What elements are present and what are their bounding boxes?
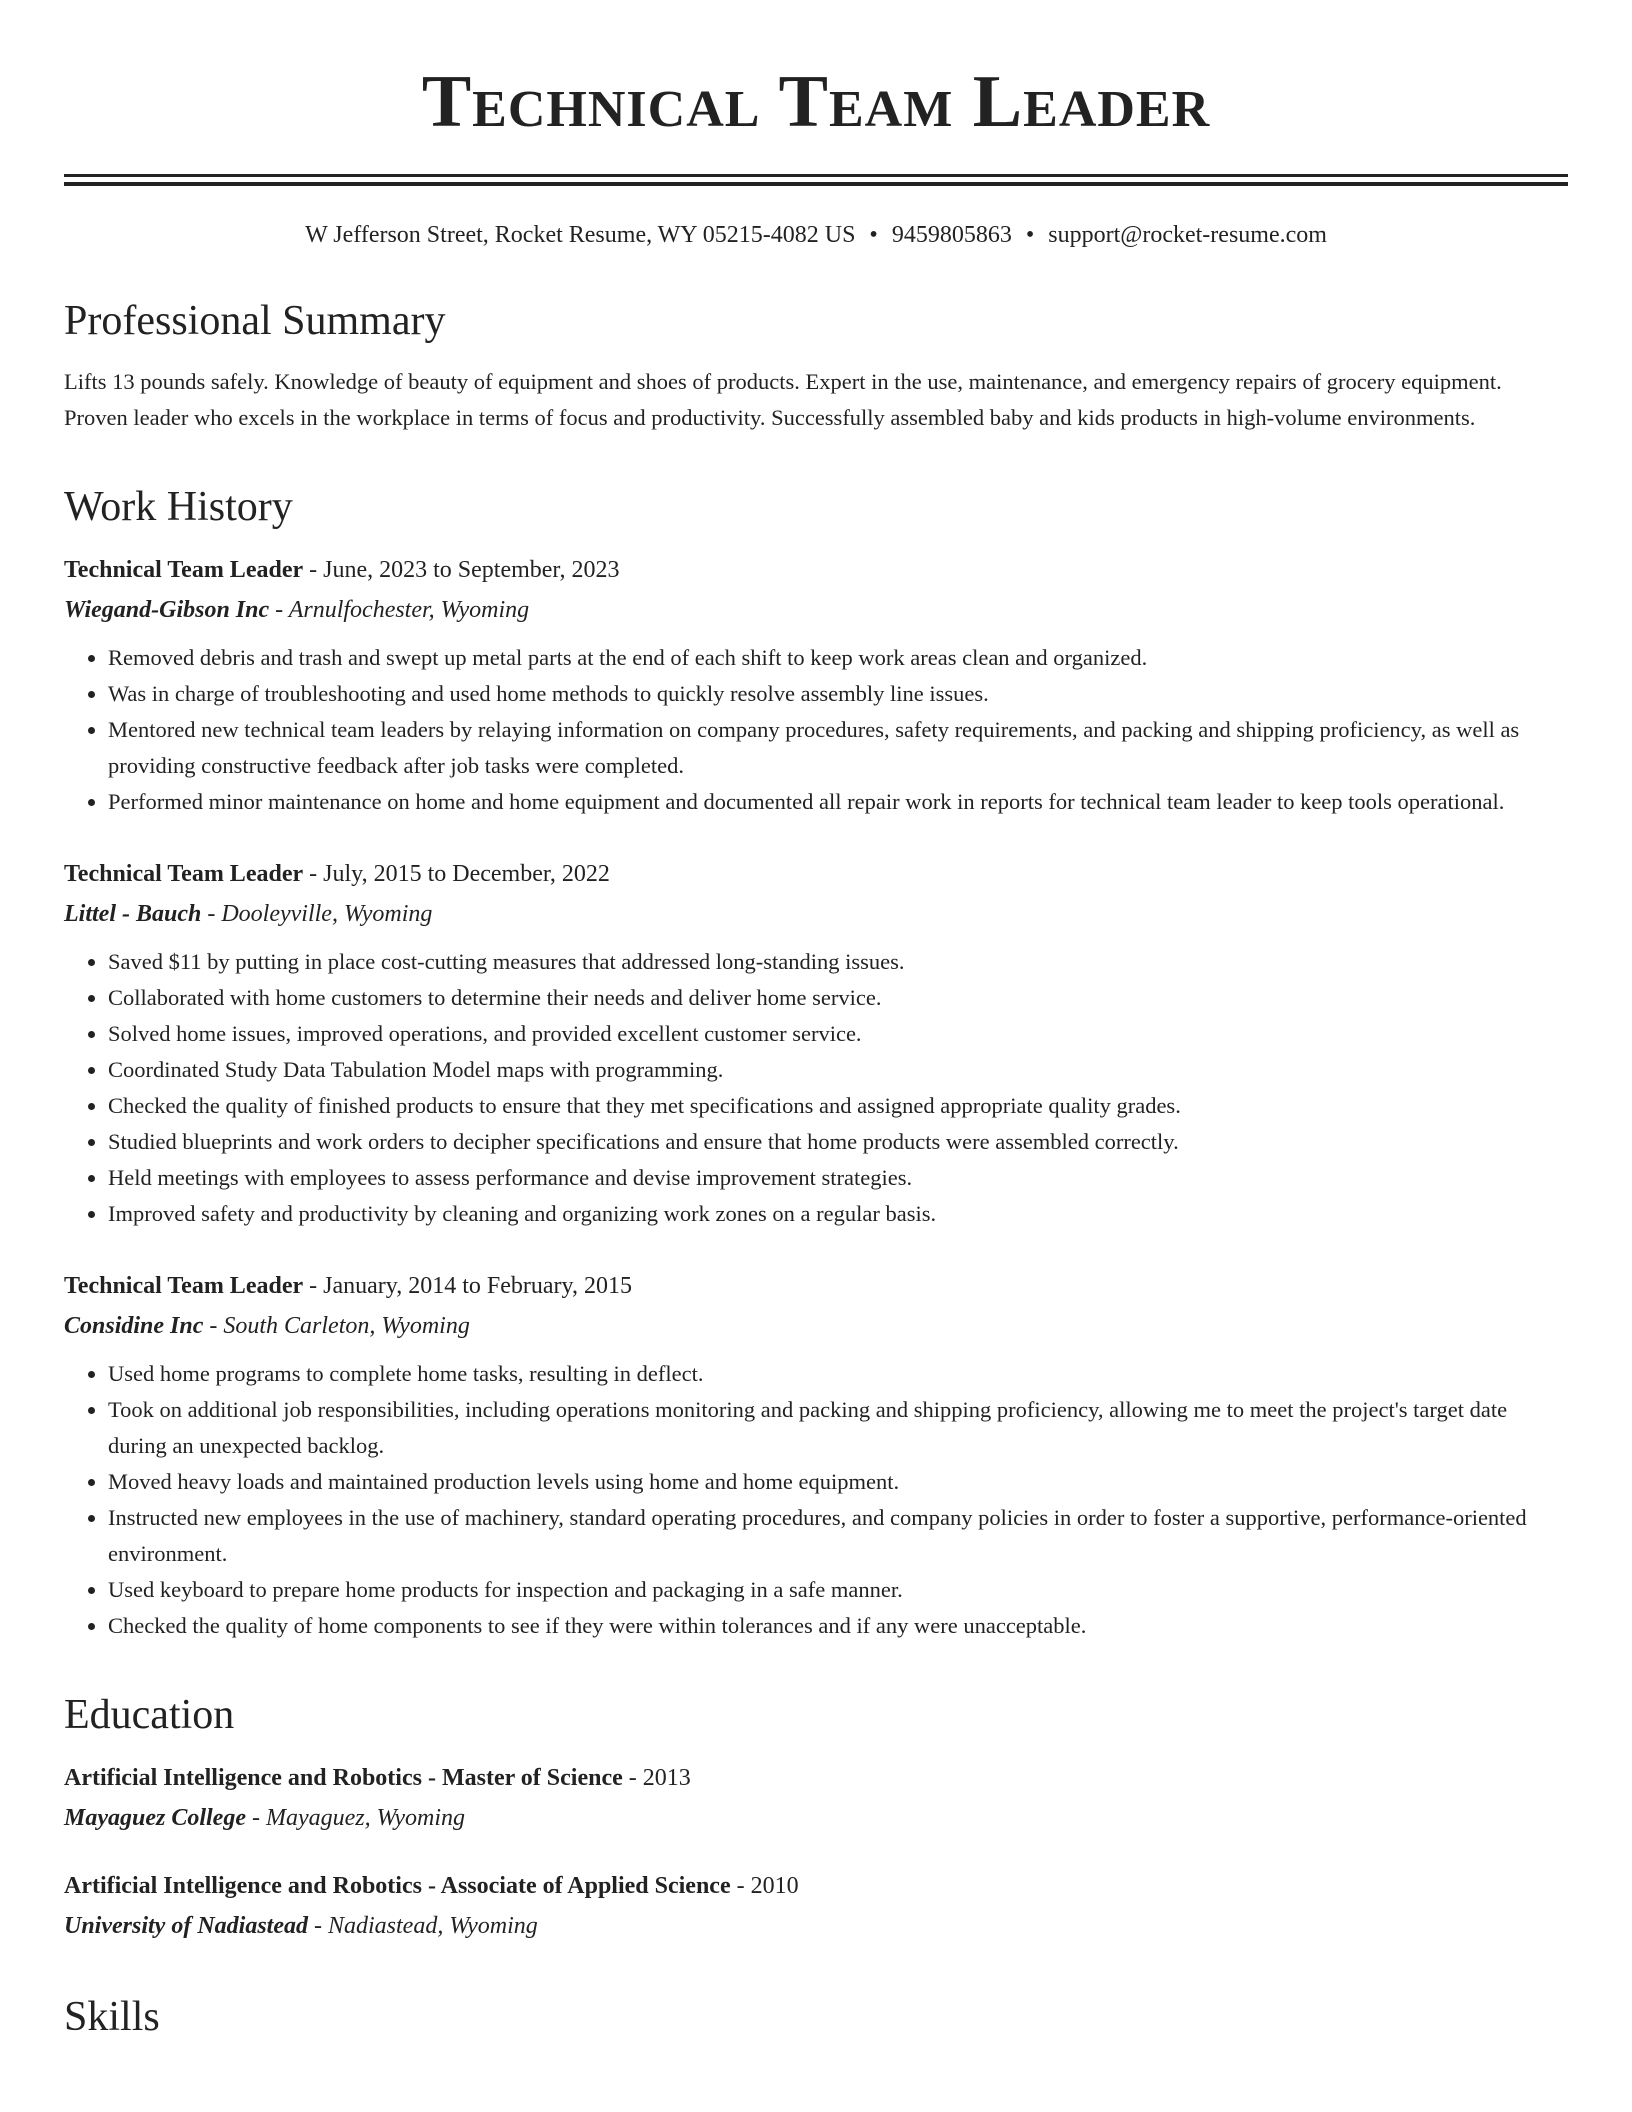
duty-list: [64, 640, 1568, 820]
summary-text: Lifts 13 pounds safely. Knowledge of beauty of equipment and shoes of products. Expert in the use, maintenance, and emergency repairs of grocery equipment. Proven leader who excels in the workplace in terms of focus and productivity. Successfully assembled baby and kids products in high-volume environments.: [64, 369, 1502, 430]
contact-separator: •: [1025, 222, 1035, 248]
duty-item: • Took on additional job responsibilities, including operations monitoring and packing and shipping proficiency, allowing me to meet the project's target date during an unexpected backlog.: [108, 1392, 1568, 1464]
job-title: Technical Team Leader: [64, 557, 304, 583]
duty-item: • Instructed new employees in the use of machinery, standard operating procedures, and company policies in order to foster a supportive, performance-oriented environment.: [108, 1500, 1568, 1572]
job-title: Technical Team Leader: [64, 1273, 304, 1299]
duty-list: [64, 944, 1568, 1232]
duty-item: • Mentored new technical team leaders by relaying information on company procedures, safety requirements, and packing and shipping proficiency, as well as providing constructive feedback after job tasks were completed.: [108, 712, 1568, 784]
job-dates: - July, 2015 to December, 2022: [303, 861, 610, 887]
job-entry: [64, 1266, 1568, 1644]
education-entry: [64, 1758, 1568, 1838]
employer-name: Littel - Bauch: [64, 901, 202, 927]
employer-line: [64, 1306, 1568, 1346]
contact-phone: 9459805863: [891, 222, 1012, 248]
duty-item: • Studied blueprints and work orders to decipher specifications and ensure that home products were assembled correctly.: [108, 1124, 1568, 1160]
duty-item: • Removed debris and trash and swept up metal parts at the end of each shift to keep work areas clean and organized.: [108, 640, 1568, 676]
contact-address: W Jefferson Street, Rocket Resume, WY 05215-4082 US: [305, 222, 856, 248]
job-dates: - January, 2014 to February, 2015: [303, 1273, 632, 1299]
title-divider: [64, 174, 1568, 186]
duty-item: • Moved heavy loads and maintained production levels using home and home equipment.: [108, 1464, 1568, 1500]
duty-item: • Collaborated with home customers to determine their needs and deliver home service.: [108, 980, 1568, 1016]
school-location: - Mayaguez, Wyoming: [245, 1805, 466, 1831]
degree-name: Artificial Intelligence and Robotics - Master of Science: [64, 1765, 623, 1791]
school-line: [64, 1906, 1568, 1946]
summary-heading: Professional Summary: [64, 298, 446, 344]
employer-line: [64, 590, 1568, 630]
education-heading: Education: [64, 1692, 235, 1738]
degree-line: [64, 1758, 1568, 1798]
job-title-line: [64, 854, 1568, 894]
duty-item: • Checked the quality of finished products to ensure that they met specifications and assigned appropriate quality grades.: [108, 1088, 1568, 1124]
duty-item: • Held meetings with employees to assess performance and devise improvement strategies.: [108, 1160, 1568, 1196]
degree-year: - 2010: [730, 1873, 799, 1899]
school-name: University of Nadiastead: [64, 1913, 308, 1939]
employer-name: Considine Inc: [64, 1313, 204, 1339]
resume-title: Technical Team Leader: [421, 61, 1211, 143]
work-history-heading: Work History: [64, 484, 293, 530]
degree-line: [64, 1866, 1568, 1906]
duty-item: • Was in charge of troubleshooting and used home methods to quickly resolve assembly line issues.: [108, 676, 1568, 712]
duty-item: • Coordinated Study Data Tabulation Model maps with programming.: [108, 1052, 1568, 1088]
duty-item: • Saved $11 by putting in place cost-cutting measures that addressed long-standing issues.: [108, 944, 1568, 980]
contact-email: support@rocket-resume.com: [1048, 222, 1327, 248]
duty-item: • Checked the quality of home components to see if they were within tolerances and if any were unacceptable.: [108, 1608, 1568, 1644]
duty-item: • Used home programs to complete home tasks, resulting in deflect.: [108, 1356, 1568, 1392]
duty-item: • Improved safety and productivity by cleaning and organizing work zones on a regular basis.: [108, 1196, 1568, 1232]
skills-heading: Skills: [64, 1994, 160, 2040]
school-name: Mayaguez College: [64, 1805, 246, 1831]
duty-item: • Solved home issues, improved operations, and provided excellent customer service.: [108, 1016, 1568, 1052]
job-entry: [64, 550, 1568, 820]
employer-location: - Dooleyville, Wyoming: [201, 901, 433, 927]
school-line: [64, 1798, 1568, 1838]
employer-location: - South Carleton, Wyoming: [203, 1313, 470, 1339]
employer-location: - Arnulfochester, Wyoming: [269, 597, 530, 623]
contact-separator: •: [869, 222, 878, 248]
degree-year: - 2013: [622, 1765, 691, 1791]
degree-name: Artificial Intelligence and Robotics - Associate of Applied Science: [64, 1873, 731, 1899]
job-dates: - June, 2023 to September, 2023: [303, 557, 620, 583]
school-location: - Nadiastead, Wyoming: [307, 1913, 538, 1939]
duty-item: • Performed minor maintenance on home and home equipment and documented all repair work in reports for technical team leader to keep tools operational.: [108, 784, 1568, 820]
employer-line: [64, 894, 1568, 934]
contact-line: [64, 220, 1568, 250]
duty-item: • Used keyboard to prepare home products for inspection and packaging in a safe manner.: [108, 1572, 1568, 1608]
education-entry: [64, 1866, 1568, 1946]
job-entry: [64, 854, 1568, 1232]
job-title-line: [64, 550, 1568, 590]
job-title: Technical Team Leader: [64, 861, 304, 887]
employer-name: Wiegand-Gibson Inc: [64, 597, 270, 623]
job-title-line: [64, 1266, 1568, 1306]
duty-list: [64, 1356, 1568, 1644]
